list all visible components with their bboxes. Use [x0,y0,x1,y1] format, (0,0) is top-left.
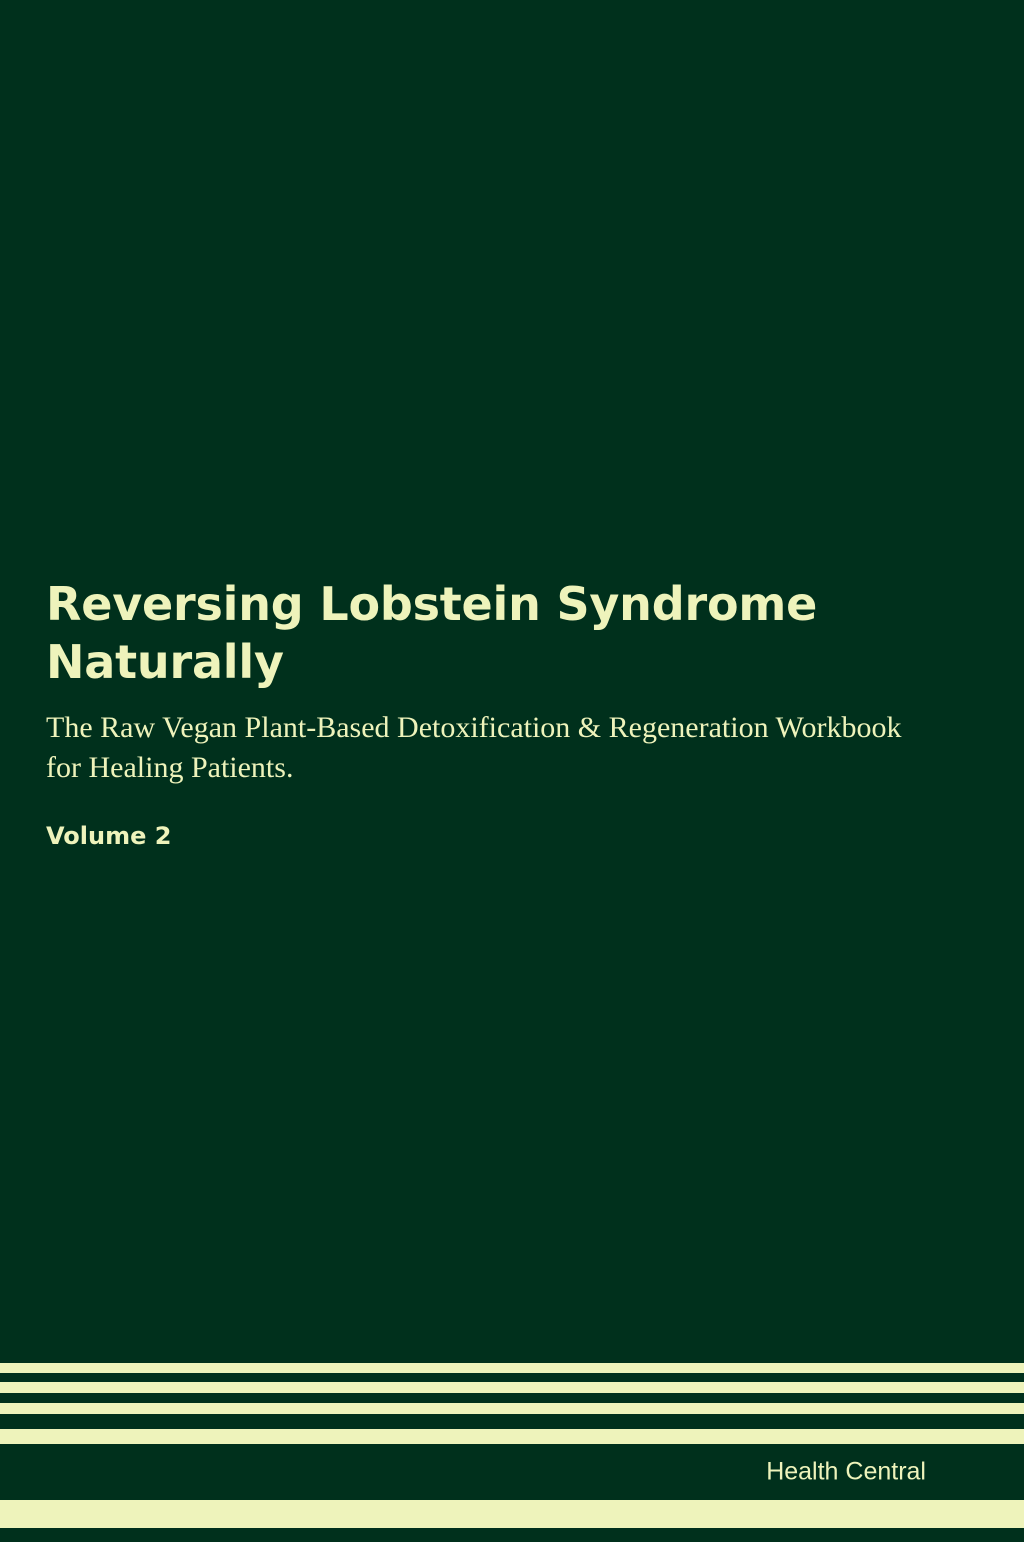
stripe-dark-3 [0,1414,1024,1429]
brand-label: Health Central [766,1457,926,1486]
stripe-dark-4 [0,1528,1024,1542]
stripe-light-3 [0,1403,1024,1414]
stripe-light-5 [0,1500,1024,1528]
page-title: Reversing Lobstein Syndrome Naturally [46,577,818,690]
footer-stripes [0,1363,1024,1542]
stripe-light-1 [0,1363,1024,1373]
cover-subtitle: The Raw Vegan Plant-Based Detoxification & Regeneration Workbook for Healing Patients. [46,710,902,784]
cover-title-block [46,575,926,850]
stripe-light-4 [0,1429,1024,1444]
stripe-dark-2 [0,1393,1024,1403]
stripe-dark-1 [0,1373,1024,1382]
stripe-light-2 [0,1382,1024,1393]
cover-volume: Volume 2 [46,821,172,850]
footer-bar [0,1444,1024,1500]
